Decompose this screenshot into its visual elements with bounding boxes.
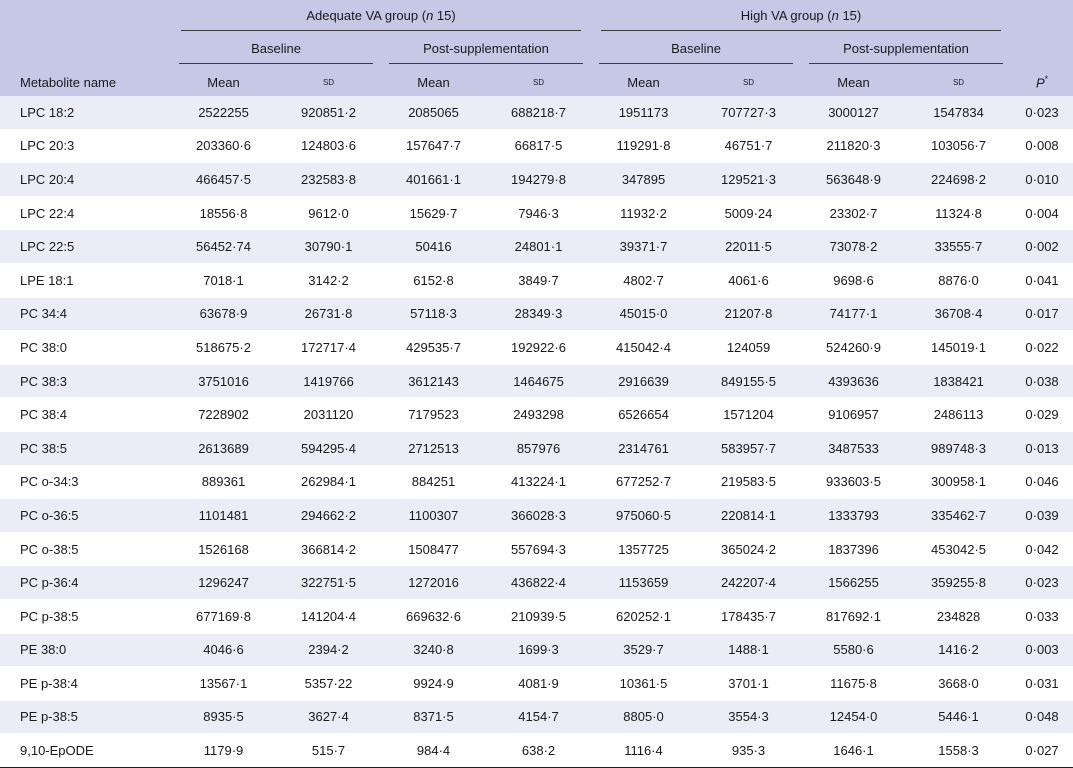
header-empty-cell: [0, 0, 171, 34]
baseline-sd-cell: 935·3: [696, 734, 801, 768]
baseline-sd-cell: 849155·5: [696, 364, 801, 398]
sd-column-header: sd: [532, 76, 545, 88]
post-sd-cell: 145019·1: [906, 331, 1011, 365]
post-mean-cell: 884251: [381, 465, 486, 499]
baseline-mean-cell: 119291·8: [591, 129, 696, 163]
metabolite-column-header: Metabolite name: [20, 74, 117, 90]
baseline-mean-cell: 3529·7: [591, 633, 696, 667]
baseline-sd-cell: 1488·1: [696, 633, 801, 667]
post-mean-cell: 211820·3: [801, 129, 906, 163]
post-mean-cell: 9106957: [801, 398, 906, 432]
baseline-sd-cell: 920851·2: [301, 104, 356, 120]
metabolite-name-cell: LPC 20:4: [0, 163, 171, 197]
table-row: [0, 734, 1073, 768]
sd-column-header: sd: [952, 76, 965, 88]
post-mean-cell: 984·4: [381, 734, 486, 768]
p-value-cell: 0·033: [1011, 599, 1073, 633]
post-sd-cell: 3668·0: [906, 667, 1011, 701]
baseline-mean-cell: 63678·9: [171, 297, 276, 331]
baseline-sd-cell: 21207·8: [696, 297, 801, 331]
post-sd-cell: 359255·8: [906, 566, 1011, 600]
baseline-sd-cell: 3554·3: [696, 700, 801, 734]
metabolite-name-cell: PC o-36:5: [0, 499, 171, 533]
post-sd-cell: 234828: [906, 599, 1011, 633]
p-value-cell: 0·039: [1011, 499, 1073, 533]
group-n: n: [831, 8, 839, 23]
baseline-mean-cell: 4046·6: [171, 633, 276, 667]
baseline-mean-cell: 1116·4: [591, 734, 696, 768]
p-value-cell: 0·038: [1011, 364, 1073, 398]
table-row: [0, 431, 1073, 465]
metabolite-name-cell: LPE 18:1: [0, 263, 171, 297]
post-sd-cell: 7946·3: [486, 196, 591, 230]
baseline-mean-cell: 620252·1: [591, 599, 696, 633]
baseline-mean-cell: 1951173: [618, 104, 669, 120]
post-mean-cell: 429535·7: [381, 331, 486, 365]
phase-header-baseline: Baseline: [171, 34, 381, 68]
post-mean-cell: 73078·2: [801, 230, 906, 264]
baseline-mean-cell: 56452·74: [171, 230, 276, 264]
baseline-sd-cell: 3627·4: [276, 700, 381, 734]
baseline-sd-cell: 515·7: [276, 734, 381, 768]
sd-column-header: sd: [742, 76, 755, 88]
phase-header-baseline: Baseline: [591, 34, 801, 68]
post-sd-cell: 11324·8: [906, 196, 1011, 230]
post-mean-cell: 933603·5: [801, 465, 906, 499]
post-mean-cell: 57118·3: [381, 297, 486, 331]
baseline-mean-cell: 415042·4: [591, 331, 696, 365]
post-mean-cell: 2085065: [408, 104, 459, 120]
baseline-sd-cell: 262984·1: [276, 465, 381, 499]
metabolite-name-cell: 9,10-EpODE: [0, 734, 171, 768]
baseline-sd-cell: 129521·3: [696, 163, 801, 197]
post-mean-cell: 12454·0: [801, 700, 906, 734]
post-mean-cell: 563648·9: [801, 163, 906, 197]
metabolite-name-cell: PC 38:0: [0, 331, 171, 365]
baseline-sd-cell: 220814·1: [696, 499, 801, 533]
group-suffix: 15): [433, 8, 456, 23]
post-sd-cell: 335462·7: [906, 499, 1011, 533]
baseline-mean-cell: 1526168: [171, 532, 276, 566]
baseline-sd-cell: 9612·0: [276, 196, 381, 230]
metabolite-name-cell: PC 38:3: [0, 364, 171, 398]
baseline-mean-cell: 13567·1: [171, 667, 276, 701]
baseline-sd-cell: 172717·4: [276, 331, 381, 365]
p-value-cell: 0·023: [1025, 104, 1059, 120]
baseline-sd-cell: 242207·4: [696, 566, 801, 600]
baseline-sd-cell: 365024·2: [696, 532, 801, 566]
post-sd-cell: 2493298: [486, 398, 591, 432]
post-mean-cell: 6152·8: [381, 263, 486, 297]
post-sd-cell: 436822·4: [486, 566, 591, 600]
mean-column-header: Mean: [417, 74, 450, 90]
post-sd-cell: 33555·7: [906, 230, 1011, 264]
baseline-mean-cell: 1101481: [171, 499, 276, 533]
post-mean-cell: 1566255: [801, 566, 906, 600]
metabolite-name-cell: PC 38:4: [0, 398, 171, 432]
table-row: [0, 96, 1073, 129]
header-empty-cell: [0, 34, 171, 68]
table-row: [0, 230, 1073, 264]
post-sd-cell: 453042·5: [906, 532, 1011, 566]
baseline-sd-cell: 22011·5: [696, 230, 801, 264]
group-prefix: High VA group (: [740, 8, 832, 23]
post-sd-cell: 4154·7: [486, 700, 591, 734]
table-row: [0, 129, 1073, 163]
post-mean-cell: 401661·1: [381, 163, 486, 197]
p-value-cell: 0·008: [1011, 129, 1073, 163]
baseline-mean-cell: 3751016: [171, 364, 276, 398]
baseline-sd-cell: 232583·8: [276, 163, 381, 197]
post-mean-cell: 2712513: [381, 431, 486, 465]
post-sd-cell: 4081·9: [486, 667, 591, 701]
group-suffix: 15): [838, 8, 862, 23]
p-value-cell: 0·048: [1011, 700, 1073, 734]
baseline-mean-cell: 2522255: [198, 104, 249, 120]
baseline-sd-cell: 366814·2: [276, 532, 381, 566]
table-row: [0, 566, 1073, 600]
post-sd-cell: 1838421: [906, 364, 1011, 398]
post-sd-cell: 857976: [486, 431, 591, 465]
metabolite-name-cell: LPC 18:2: [20, 104, 75, 120]
p-value-cell: 0·023: [1011, 566, 1073, 600]
baseline-sd-cell: 178435·7: [696, 599, 801, 633]
baseline-mean-cell: 677252·7: [591, 465, 696, 499]
metabolite-name-cell: PC o-38:5: [0, 532, 171, 566]
baseline-sd-cell: 26731·8: [276, 297, 381, 331]
metabolite-name-cell: LPC 20:3: [0, 129, 171, 163]
post-mean-cell: 3000127: [828, 104, 879, 120]
post-sd-cell: 638·2: [486, 734, 591, 768]
p-value-cell: 0·027: [1011, 734, 1073, 768]
post-sd-cell: 3849·7: [486, 263, 591, 297]
table-row: [0, 331, 1073, 365]
sd-column-header: sd: [322, 76, 335, 88]
p-value-cell: 0·010: [1011, 163, 1073, 197]
metabolite-name-cell: PE p-38:5: [0, 700, 171, 734]
mean-column-header: Mean: [627, 74, 660, 90]
post-sd-cell: 688218·7: [511, 104, 566, 120]
baseline-sd-cell: 707727·3: [721, 104, 776, 120]
table-body: [0, 96, 1073, 767]
header-empty-cell: [1011, 0, 1073, 34]
post-mean-cell: 9698·6: [801, 263, 906, 297]
p-value-cell: 0·003: [1011, 633, 1073, 667]
post-mean-cell: 5580·6: [801, 633, 906, 667]
metabolite-name-cell: PC 34:4: [0, 297, 171, 331]
table-row: [0, 398, 1073, 432]
post-mean-cell: 157647·7: [381, 129, 486, 163]
baseline-sd-cell: 30790·1: [276, 230, 381, 264]
baseline-mean-cell: 203360·6: [171, 129, 276, 163]
table-row: [0, 499, 1073, 533]
post-mean-cell: 3240·8: [381, 633, 486, 667]
post-mean-cell: 1333793: [801, 499, 906, 533]
baseline-sd-cell: 294662·2: [276, 499, 381, 533]
post-sd-cell: 2486113: [906, 398, 1011, 432]
post-mean-cell: 524260·9: [801, 331, 906, 365]
baseline-mean-cell: 518675·2: [171, 331, 276, 365]
p-value-cell: 0·004: [1011, 196, 1073, 230]
baseline-sd-cell: 2394·2: [276, 633, 381, 667]
p-value-column-header: [1011, 68, 1073, 96]
post-sd-cell: 300958·1: [906, 465, 1011, 499]
post-mean-cell: 11675·8: [801, 667, 906, 701]
baseline-sd-cell: 124803·6: [276, 129, 381, 163]
baseline-mean-cell: 4802·7: [591, 263, 696, 297]
baseline-sd-cell: 322751·5: [276, 566, 381, 600]
table-row: [0, 163, 1073, 197]
p-label: P: [1035, 75, 1045, 91]
baseline-sd-cell: 3701·1: [696, 667, 801, 701]
mean-column-header: Mean: [207, 74, 240, 90]
metabolite-name-cell: PE p-38:4: [0, 667, 171, 701]
p-value-cell: 0·029: [1011, 398, 1073, 432]
baseline-mean-cell: 677169·8: [171, 599, 276, 633]
baseline-sd-cell: 3142·2: [276, 263, 381, 297]
post-sd-cell: 36708·4: [906, 297, 1011, 331]
post-mean-cell: 3612143: [381, 364, 486, 398]
baseline-sd-cell: 1419766: [276, 364, 381, 398]
baseline-sd-cell: 594295·4: [276, 431, 381, 465]
baseline-sd-cell: 46751·7: [696, 129, 801, 163]
table-row: [0, 633, 1073, 667]
baseline-sd-cell: 141204·4: [276, 599, 381, 633]
post-mean-cell: 4393636: [801, 364, 906, 398]
post-sd-cell: 5446·1: [906, 700, 1011, 734]
phase-header-post: Post-supplementation: [801, 34, 1011, 68]
post-sd-cell: 224698·2: [906, 163, 1011, 197]
post-sd-cell: 413224·1: [486, 465, 591, 499]
post-sd-cell: 1464675: [486, 364, 591, 398]
baseline-sd-cell: 5357·22: [276, 667, 381, 701]
header-empty-cell: [1011, 34, 1073, 68]
post-mean-cell: 817692·1: [801, 599, 906, 633]
post-sd-cell: 366028·3: [486, 499, 591, 533]
baseline-sd-cell: 1571204: [696, 398, 801, 432]
metabolite-name-cell: PC o-34:3: [0, 465, 171, 499]
post-mean-cell: 74177·1: [801, 297, 906, 331]
post-mean-cell: 1272016: [381, 566, 486, 600]
p-value-cell: 0·002: [1011, 230, 1073, 264]
metabolite-name-cell: PE 38:0: [0, 633, 171, 667]
baseline-mean-cell: 347895: [591, 163, 696, 197]
post-sd-cell: 192922·6: [486, 331, 591, 365]
baseline-sd-cell: 2031120: [276, 398, 381, 432]
post-mean-cell: 9924·9: [381, 667, 486, 701]
post-sd-cell: 194279·8: [486, 163, 591, 197]
baseline-mean-cell: 466457·5: [171, 163, 276, 197]
table-row: [0, 263, 1073, 297]
post-sd-cell: 24801·1: [486, 230, 591, 264]
post-mean-cell: 23302·7: [801, 196, 906, 230]
p-footnote-marker: *: [1044, 73, 1049, 84]
post-sd-cell: 8876·0: [906, 263, 1011, 297]
group-prefix: Adequate VA group (: [306, 8, 427, 23]
post-sd-cell: 1558·3: [906, 734, 1011, 768]
post-mean-cell: 7179523: [381, 398, 486, 432]
p-value-cell: 0·041: [1011, 263, 1073, 297]
post-mean-cell: 1100307: [381, 499, 486, 533]
group-n: n: [426, 8, 434, 23]
post-mean-cell: 1837396: [801, 532, 906, 566]
metabolite-name-cell: LPC 22:4: [0, 196, 171, 230]
phase-header-post: Post-supplementation: [381, 34, 591, 68]
post-mean-cell: 1508477: [381, 532, 486, 566]
baseline-mean-cell: 6526654: [591, 398, 696, 432]
group-header-adequate: [171, 0, 591, 34]
post-sd-cell: 28349·3: [486, 297, 591, 331]
post-mean-cell: 3487533: [801, 431, 906, 465]
baseline-sd-cell: 4061·6: [696, 263, 801, 297]
post-sd-cell: 66817·5: [486, 129, 591, 163]
post-sd-cell: 1416·2: [906, 633, 1011, 667]
table-row: [0, 599, 1073, 633]
baseline-mean-cell: 39371·7: [591, 230, 696, 264]
post-sd-cell: 989748·3: [906, 431, 1011, 465]
post-sd-cell: 210939·5: [486, 599, 591, 633]
table-header: [0, 0, 1073, 96]
baseline-mean-cell: 7018·1: [171, 263, 276, 297]
baseline-sd-cell: 219583·5: [696, 465, 801, 499]
post-mean-cell: 1646·1: [801, 734, 906, 768]
baseline-mean-cell: 2916639: [591, 364, 696, 398]
post-sd-cell: 557694·3: [486, 532, 591, 566]
baseline-mean-cell: 18556·8: [171, 196, 276, 230]
baseline-mean-cell: 889361: [171, 465, 276, 499]
baseline-mean-cell: 975060·5: [591, 499, 696, 533]
baseline-sd-cell: 5009·24: [696, 196, 801, 230]
p-value-cell: 0·013: [1011, 431, 1073, 465]
table-row: [0, 667, 1073, 701]
baseline-sd-cell: 583957·7: [696, 431, 801, 465]
post-sd-cell: 1699·3: [486, 633, 591, 667]
metabolite-name-cell: PC p-38:5: [0, 599, 171, 633]
group-header-high: [591, 0, 1011, 34]
baseline-mean-cell: 8805·0: [591, 700, 696, 734]
post-mean-cell: 669632·6: [381, 599, 486, 633]
metabolite-name-cell: LPC 22:5: [0, 230, 171, 264]
post-sd-cell: 103056·7: [906, 129, 1011, 163]
table-row: [0, 297, 1073, 331]
post-sd-cell: 1547834: [933, 104, 984, 120]
post-mean-cell: 15629·7: [381, 196, 486, 230]
baseline-mean-cell: 1296247: [171, 566, 276, 600]
baseline-mean-cell: 1357725: [591, 532, 696, 566]
baseline-sd-cell: 124059: [696, 331, 801, 365]
baseline-mean-cell: 1179·9: [171, 734, 276, 768]
table-row: [0, 532, 1073, 566]
baseline-mean-cell: 2314761: [591, 431, 696, 465]
baseline-mean-cell: 10361·5: [591, 667, 696, 701]
baseline-mean-cell: 45015·0: [591, 297, 696, 331]
table-row: [0, 465, 1073, 499]
table-row: [0, 700, 1073, 734]
table-row: [0, 196, 1073, 230]
baseline-mean-cell: 11932·2: [591, 196, 696, 230]
p-value-cell: 0·017: [1011, 297, 1073, 331]
p-value-cell: 0·031: [1011, 667, 1073, 701]
baseline-mean-cell: 8935·5: [171, 700, 276, 734]
baseline-mean-cell: 7228902: [171, 398, 276, 432]
baseline-mean-cell: 2613689: [171, 431, 276, 465]
post-mean-cell: 50416: [381, 230, 486, 264]
p-value-cell: 0·022: [1011, 331, 1073, 365]
metabolite-name-cell: PC p-36:4: [0, 566, 171, 600]
baseline-mean-cell: 1153659: [591, 566, 696, 600]
p-value-cell: 0·046: [1011, 465, 1073, 499]
p-value-cell: 0·042: [1011, 532, 1073, 566]
metabolite-name-cell: PC 38:5: [0, 431, 171, 465]
post-mean-cell: 8371·5: [381, 700, 486, 734]
mean-column-header: Mean: [837, 74, 870, 90]
table-row: [0, 364, 1073, 398]
